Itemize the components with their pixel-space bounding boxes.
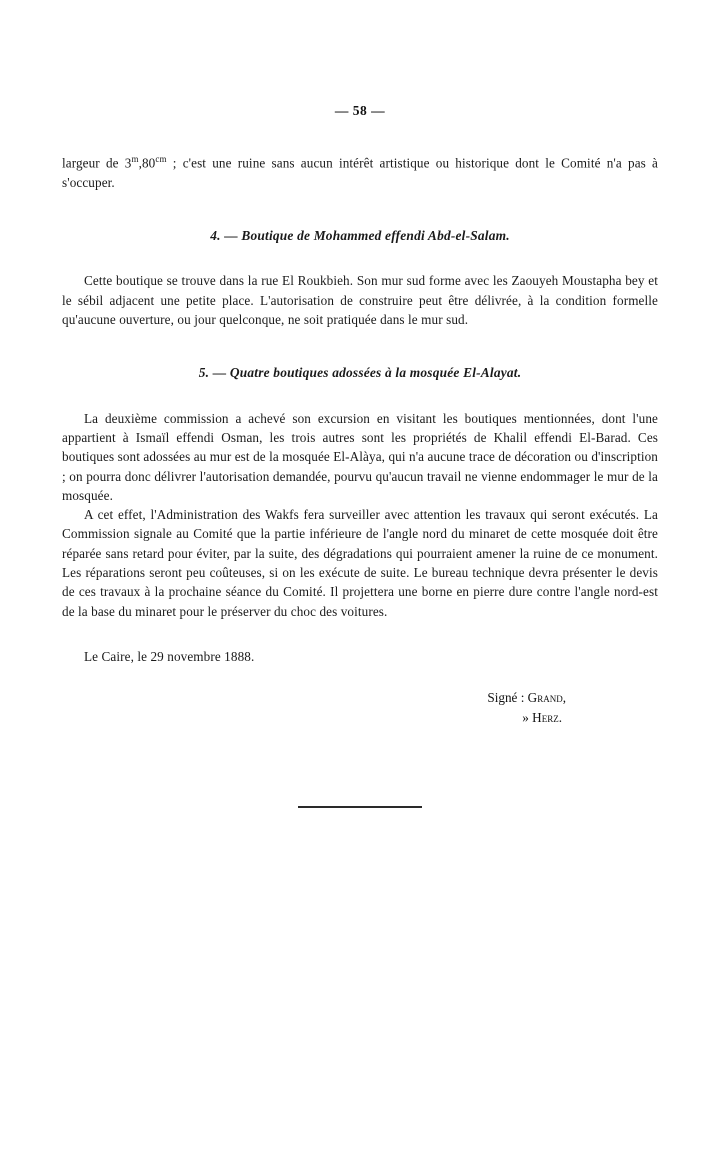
signature-name-herz: Herz. [532,709,562,725]
section-heading-4: 4. — Boutique de Mohammed effendi Abd-el-Salam. [210,227,510,243]
section-heading-5: 5. — Quatre boutiques adossées à la mosquée El-Alayat. [198,365,522,381]
section-divider-rule [298,806,422,808]
signature-block [62,688,658,728]
page-number: — 58 — [334,103,386,118]
paragraph-quatre-boutiques: La deuxième commission a achevé son excursion en visitant les boutiques mentionnées, dont l'une appartient à Ismaïl effendi Osman, les trois autres sont les propriétés de Khalil effendi El-Barad. Ces boutiques sont adossées au mur est de la mosquée El-Alàya, qui n'a aucune trace de décoration ou d'inscription ; on pourra donc délivrer l'autorisation demandée, pourvu qu'aucun travail ne vienne endommager le mur de la mosquée. [62,410,658,503]
document-body [62,153,658,808]
signature-ditto-mark: » [522,709,529,725]
date-line: Le Caire, le 29 novembre 1888. [84,648,255,664]
paragraph-administration-wakfs: A cet effet, l'Administration des Wakfs fera surveiller avec attention les travaux qui seront exécutés. La Commission signale au Comité que la partie inférieure de l'angle nord du minaret de cette mosquée doit être réparée sans retard pour éviter, par la suite, des dégradations qui pourraient amener la ruine de ce monument. Les réparations seront peu coûteuses, si on les exécute de suite. Le bureau technique devra présenter le devis de ces travaux à la prochaine séance du Comité. Il projettera une borne en pierre dure contre l'angle nord-est de la base du minaret pour le préserver du choc des voitures. [62,507,658,619]
paragraph-intro: largeur de $3^m,80^{cm}$ ; c'est une ruine sans aucun intérêt artistique ou historique dont le Comité n'a pas à s'occuper. [62,154,659,190]
paragraph-boutique-mohammed: Cette boutique se trouve dans la rue El Roukbieh. Son mur sud forme avec les Zaouyeh Moustapha bey et le sébil adjacent une petite place. L'autorisation de construire peut être délivrée, à la condition formelle qu'aucune ouverture, ou jour quelconque, ne soit pratiquée dans le mur sud. [62,273,658,328]
signature-prefix: Signé : [487,690,528,706]
signature-line-2 [62,708,566,728]
signature-name-grand: Grand, [527,690,566,706]
document-page [0,103,720,1168]
